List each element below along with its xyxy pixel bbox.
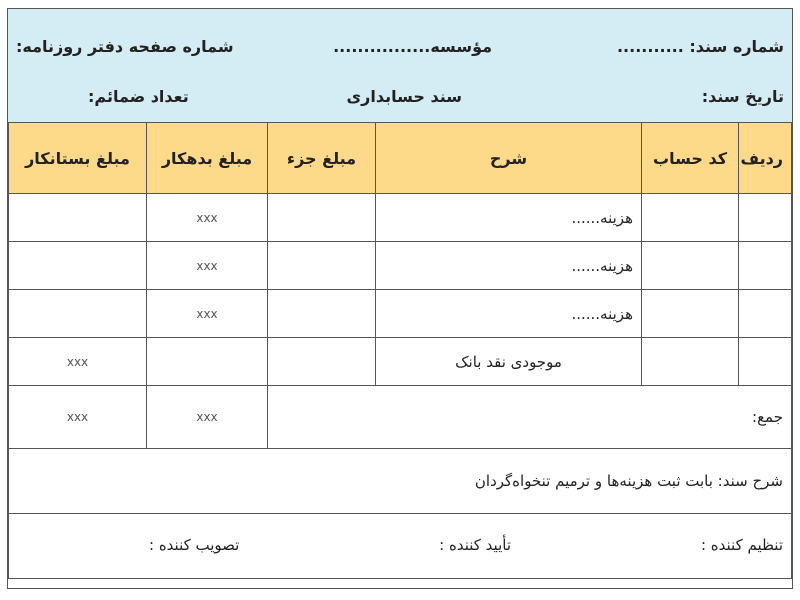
voucher-header (8, 9, 792, 123)
table-row (9, 338, 792, 386)
row-debit: xxx (147, 194, 268, 242)
table-header-row (9, 123, 792, 194)
voucher-date-label: تاریخ سند: (701, 87, 784, 106)
voucher-table (8, 122, 792, 579)
signatures-cell (9, 514, 792, 579)
row-description: هزینه...... (376, 194, 642, 242)
row-credit (9, 290, 147, 338)
row-credit (9, 194, 147, 242)
attachments-label: تعداد ضمائم: (88, 87, 189, 106)
total-label: جمع: (268, 386, 792, 449)
col-partial-amount: مبلغ جزء (268, 123, 376, 194)
row-debit: xxx (147, 290, 268, 338)
col-credit-amount: مبلغ بستانکار (9, 123, 147, 194)
voucher-description-row (9, 449, 792, 514)
row-debit (147, 338, 268, 386)
row-description: هزینه...... (376, 242, 642, 290)
confirmed-by-label: تأیید کننده : (439, 536, 511, 554)
row-credit: xxx (9, 338, 147, 386)
approved-by-label: تصویب کننده : (149, 536, 240, 554)
col-row-number: ردیف (739, 123, 792, 194)
col-description: شرح (376, 123, 642, 194)
row-description: موجودی نقد بانک (376, 338, 642, 386)
voucher-description: شرح سند: بابت ثبت هزینه‌ها و ترمیم تنخواه‌گردان (9, 449, 792, 514)
institution-label: مؤسسه................ (333, 37, 492, 56)
table-row (9, 290, 792, 338)
journal-page-label: شماره صفحه دفتر روزنامه: (16, 37, 234, 56)
table-row (9, 194, 792, 242)
prepared-by-label: تنظیم کننده : (700, 536, 783, 554)
table-row (9, 242, 792, 290)
total-row (9, 386, 792, 449)
row-description: هزینه...... (376, 290, 642, 338)
row-credit (9, 242, 147, 290)
signatures-row (9, 514, 792, 579)
document-title: سند حسابداری (346, 87, 462, 106)
total-debit: xxx (147, 386, 268, 449)
total-credit: xxx (9, 386, 147, 449)
col-debit-amount: مبلغ بدهکار (147, 123, 268, 194)
accounting-voucher (7, 8, 793, 589)
voucher-number-label: شماره سند: ........... (616, 37, 784, 56)
col-account-code: کد حساب (642, 123, 739, 194)
row-debit: xxx (147, 242, 268, 290)
